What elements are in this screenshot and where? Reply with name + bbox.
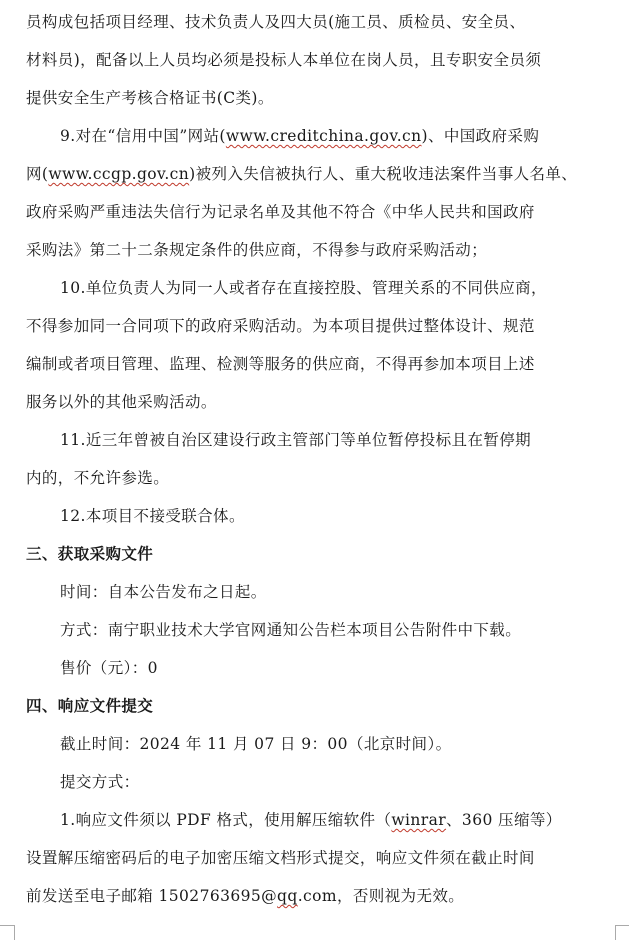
submit-item-1-text: 1.响应文件须以 PDF 格式，使用解压缩软件（ bbox=[60, 811, 392, 829]
section-4-deadline: 截止时间：2024 年 11 月 07 日 9：00（北京时间）。 bbox=[60, 735, 452, 753]
item-10-line-1: 10.单位负责人为同一人或者存在直接控股、管理关系的不同供应商， bbox=[60, 279, 547, 297]
item-9-line-2 bbox=[26, 162, 577, 184]
item-10-line-2: 不得参加同一合同项下的政府采购活动。为本项目提供过整体设计、规范 bbox=[26, 317, 535, 335]
submit-item-1-line-1 bbox=[60, 808, 562, 830]
item-11-line-2: 内的，不允许参选。 bbox=[26, 469, 170, 487]
winrar-text: winrar bbox=[391, 811, 447, 829]
item-9-text: 9.对在“信用中国”网站( bbox=[60, 127, 226, 145]
staff-paragraph-line-3: 提供安全生产考核合格证书(C类)。 bbox=[26, 89, 274, 107]
item-10-line-4: 服务以外的其他采购活动。 bbox=[26, 393, 217, 411]
section-4-submit-label: 提交方式： bbox=[60, 773, 140, 791]
section-3-price: 售价（元）：0 bbox=[60, 659, 158, 677]
submit-item-1-line-3 bbox=[26, 884, 464, 906]
section-3-time: 时间：自本公告发布之日起。 bbox=[60, 583, 267, 601]
submit-item-1-text: 前发送至电子邮箱 1502763695@ bbox=[26, 887, 278, 905]
item-11-line-1: 11.近三年曾被自治区建设行政主管部门等单位暂停投标且在暂停期 bbox=[60, 431, 532, 449]
submit-item-1-text: .com，否则视为无效。 bbox=[297, 887, 465, 905]
email-domain-text: qq bbox=[277, 887, 298, 905]
item-9-line-1 bbox=[60, 124, 539, 146]
page-corner-mark-right bbox=[615, 925, 629, 940]
item-9-text: )、中国政府采购 bbox=[421, 127, 540, 145]
item-9-text: 网( bbox=[26, 165, 49, 183]
item-12-line-1: 12.本项目不接受联合体。 bbox=[60, 507, 245, 525]
item-10-line-3: 编制或者项目管理、监理、检测等服务的供应商，不得再参加本项目上述 bbox=[26, 355, 535, 373]
ccgp-link[interactable]: www.ccgp.gov.cn bbox=[48, 165, 190, 183]
item-9-line-4: 采购法》第二十二条规定条件的供应商，不得参与政府采购活动； bbox=[26, 241, 488, 259]
item-9-line-3: 政府采购严重违法失信行为记录名单及其他不符合《中华人民共和国政府 bbox=[26, 203, 535, 221]
creditchina-link[interactable]: www.creditchina.gov.cn bbox=[225, 127, 422, 145]
item-9-text: )被列入失信被执行人、重大税收违法案件当事人名单、 bbox=[189, 165, 578, 183]
submit-item-1-line-2: 设置解压缩密码后的电子加密压缩文档形式提交，响应文件须在截止时间 bbox=[26, 849, 535, 867]
section-4-heading: 四、响应文件提交 bbox=[26, 696, 154, 715]
staff-paragraph-line-2: 材料员)，配备以上人员均必须是投标人本单位在岗人员，且专职安全员须 bbox=[26, 51, 542, 69]
submit-item-1-text: 、360 压缩等） bbox=[446, 811, 562, 829]
section-3-method: 方式：南宁职业技术大学官网通知公告栏本项目公告附件中下载。 bbox=[60, 621, 522, 639]
staff-paragraph-line-1: 员构成包括项目经理、技术负责人及四大员(施工员、质检员、安全员、 bbox=[26, 13, 526, 31]
section-3-heading: 三、获取采购文件 bbox=[26, 544, 154, 563]
page-corner-mark-left bbox=[0, 925, 15, 940]
